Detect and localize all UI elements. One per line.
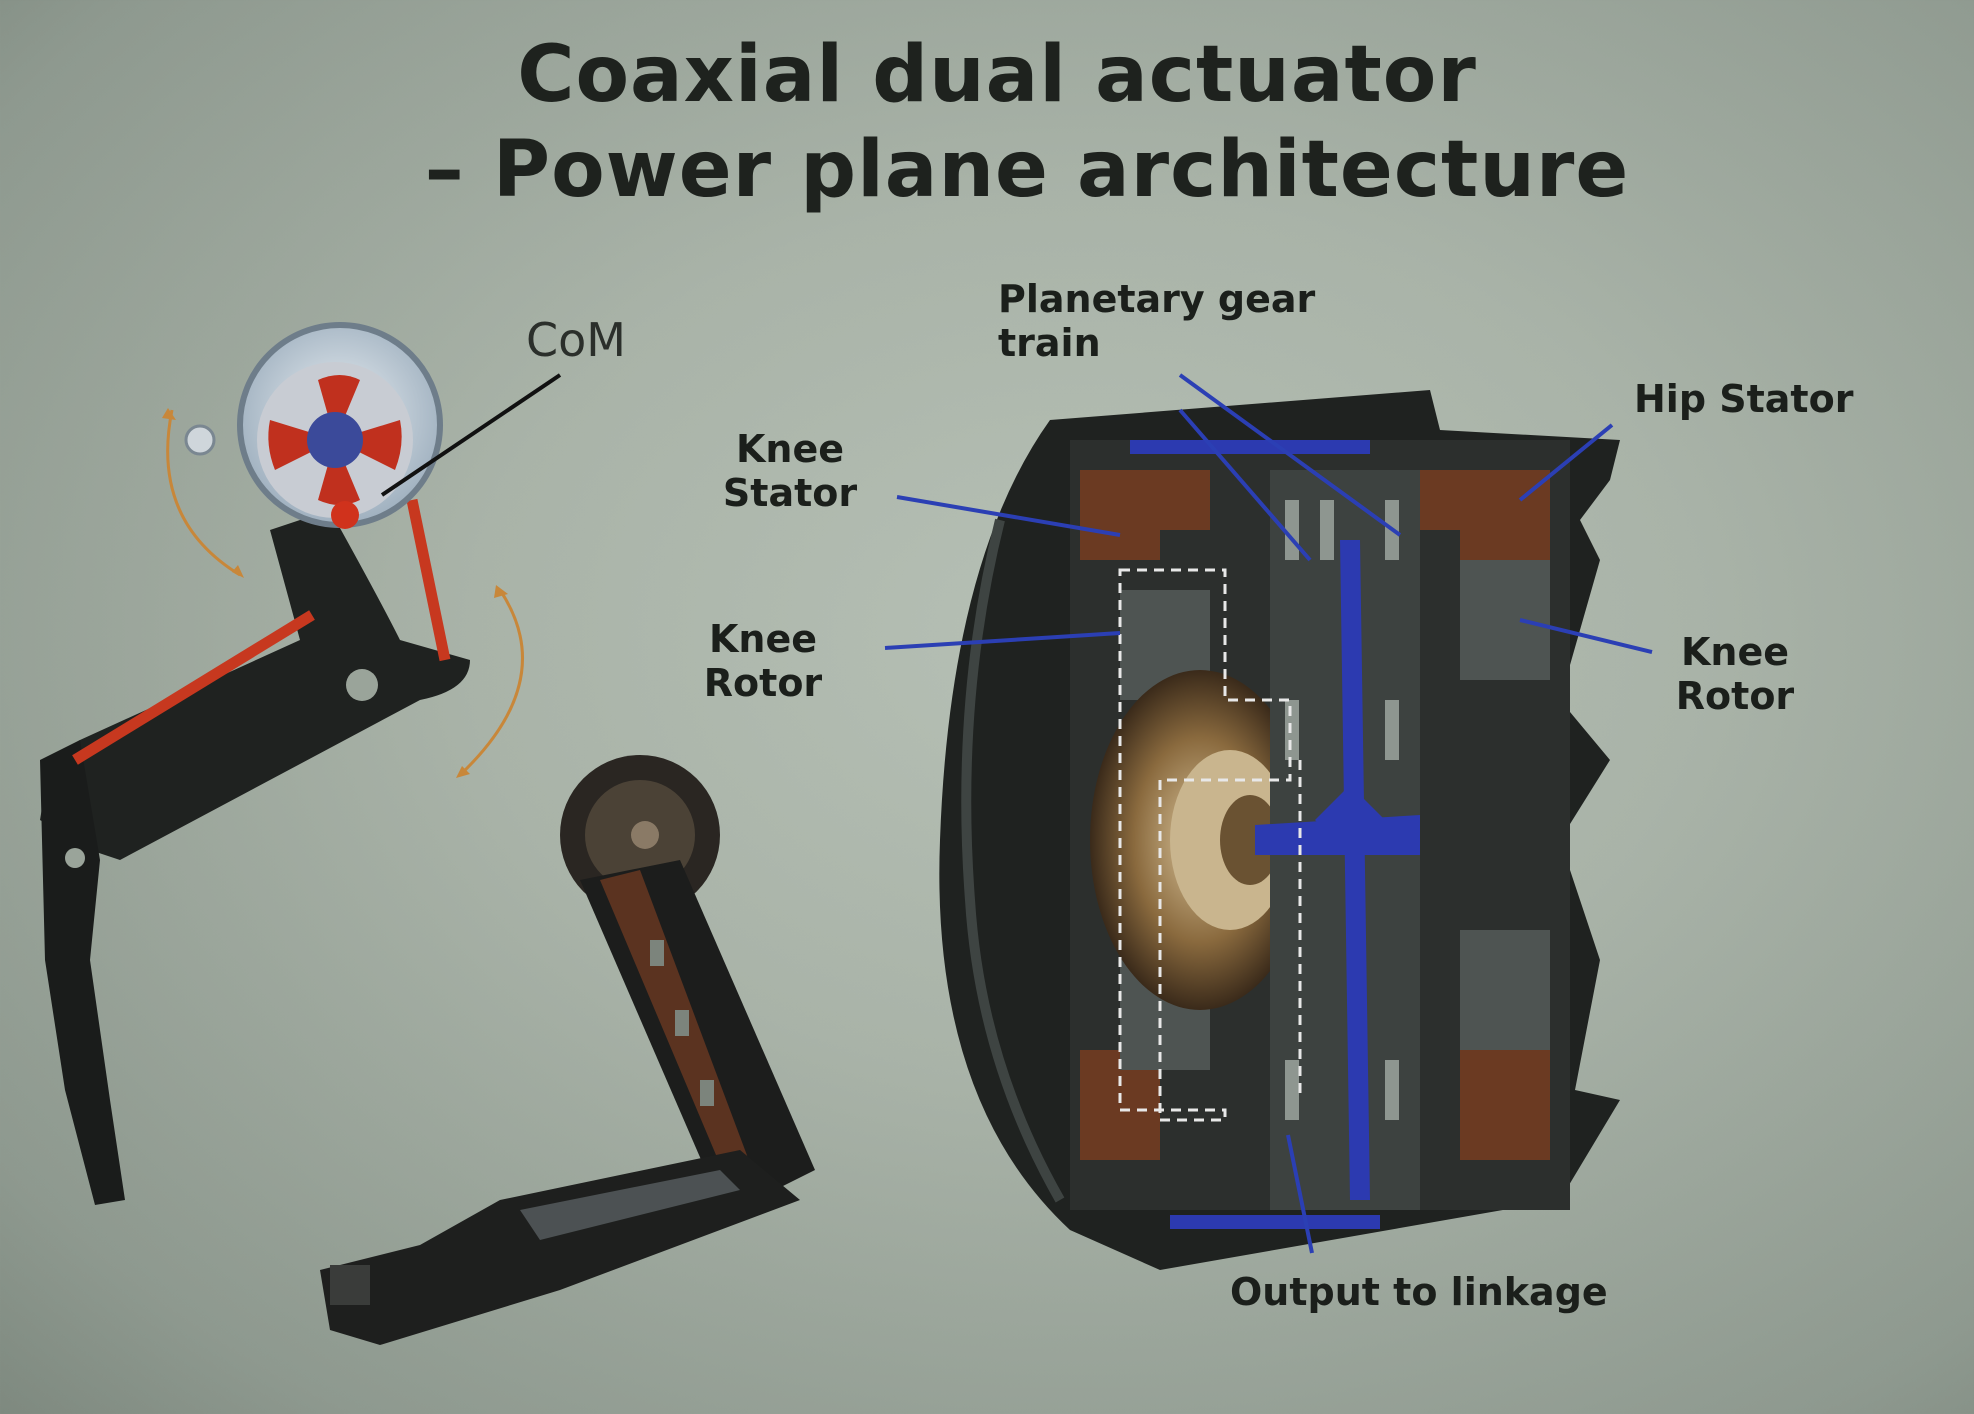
label-com: CoM <box>526 313 626 367</box>
label-knee-rotor-right: Knee Rotor <box>1675 630 1795 718</box>
label-knee-rotor-left: Knee Rotor <box>703 617 823 705</box>
label-output-to-linkage: Output to linkage <box>1230 1270 1608 1314</box>
thigh-link <box>40 510 470 860</box>
leg-model-left <box>40 325 560 1205</box>
ankle-hole <box>65 848 85 868</box>
red-link-bar-2 <box>412 500 445 660</box>
slide-title-line-2: – Power plane architecture <box>424 125 1630 215</box>
knee-hole <box>346 669 378 701</box>
slide-title-line-1: Coaxial dual actuator <box>517 30 1477 120</box>
label-planetary-gear-train: Planetary gear train <box>998 277 1316 365</box>
rotation-arrow-2 <box>460 590 523 775</box>
label-hip-stator: Hip Stator <box>1634 377 1854 421</box>
label-knee-stator: Knee Stator <box>722 427 858 515</box>
leg-model-lower <box>320 755 815 1345</box>
